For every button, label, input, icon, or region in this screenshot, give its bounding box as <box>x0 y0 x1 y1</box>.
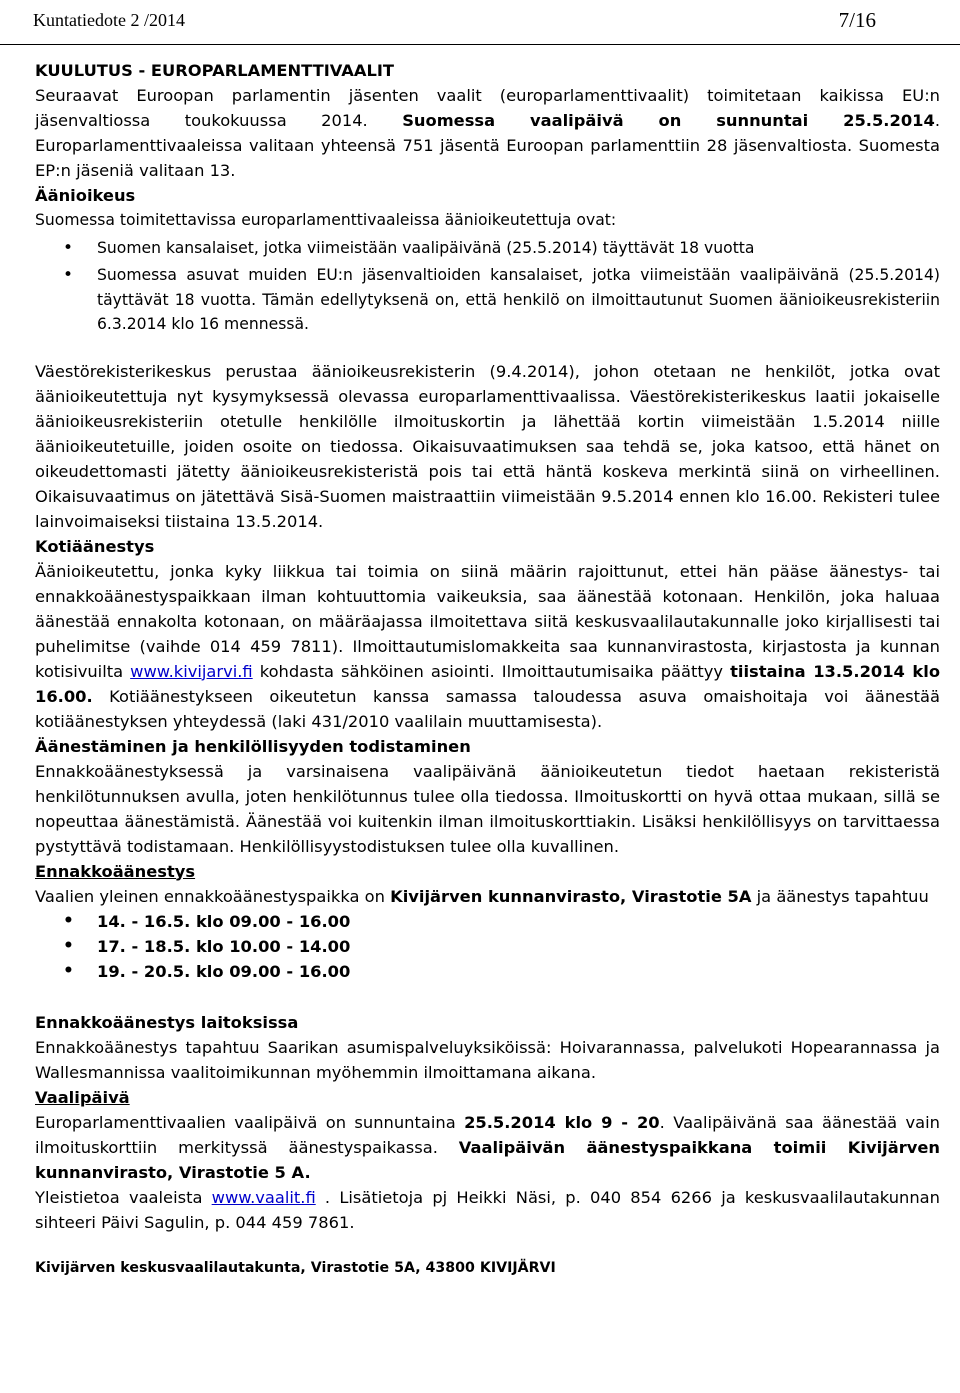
section-heading-todistaminen: Äänestäminen ja henkilöllisyyden todistaminen <box>35 736 471 756</box>
intro-paragraph: Seuraavat Euroopan parlamentin jäsenten vaalit (europarlamenttivaalit) toimitetaan kaikissa EU:n jäsenvaltiossa toukokuussa 2014. Suomessa vaalipäivä on sunnuntai 25.5.2014. Europarlamenttivaaleissa valitaan yhteensä 751 jäsentä Euroopan parlamenttiin 28 jäsenvaltiosta. Suomesta EP:n jäseniä valitaan 13. <box>35 86 940 180</box>
page-header <box>0 0 960 45</box>
main-content <box>35 58 940 1279</box>
home-voting-paragraph: Äänioikeutettu, jonka kyky liikkua tai toimia on siinä määrin rajoittunut, ettei hän pääse äänestys- tai ennakkoäänestyspaikkaan ilman kohtuuttomia vaikeuksia, saa äänestää kotonaan. Henkilön, joka haluaa äänestää ennakolta kotonaan, on määräajassa ilmoitettava siitä keskusvaalilautakunnalle joko kirjallisesti tai puhelimitse (vaihde 014 459 7811). Ilmoittautumislomakkeita saa kunnanvirastosta, kirjastosta ja kunnan kotisivuilta www.kivijarvi.fi kohdasta sähköinen asiointi. Ilmoittautumisaika päättyy tiistaina 13.5.2014 klo 16.00. Kotiäänestykseen oikeutetun kanssa samassa taloudessa asuva omaishoitaja voi äänestää kotiäänestyksen yhteydessä (laki 431/2010 vaalilain muuttamisesta). <box>35 561 941 731</box>
notice-heading: KUULUTUS - EUROPARLAMENTTIVAALIT <box>35 61 395 80</box>
list-item: • 14. - 16.5. klo 09.00 - 16.00 <box>35 909 940 934</box>
kivijarvi-link[interactable]: www.kivijarvi.fi <box>130 661 253 681</box>
list-item: • 19. - 20.5. klo 09.00 - 16.00 <box>35 959 940 984</box>
advance-voting-times <box>35 909 940 984</box>
section-heading-aanioikeus: Äänioikeus <box>35 186 136 205</box>
election-day-place: Vaalipäivän äänestyspaikkana toimii Kivijärven kunnanvirasto, Virastotie 5 A. <box>35 1137 940 1182</box>
eligibility-list <box>35 236 940 337</box>
section-heading-kotiaanestys: Kotiäänestys <box>35 536 155 556</box>
section-heading-vaalipaiva: Vaalipäivä <box>35 1087 130 1107</box>
section-heading-ennakko: Ennakkoäänestys <box>35 861 196 881</box>
list-item: • Suomen kansalaiset, jotka viimeistään vaalipäivänä (25.5.2014) täyttävät 18 vuotta <box>35 236 940 261</box>
election-date: Suomessa vaalipäivä on sunnuntai 25.5.2014 <box>402 111 935 130</box>
newsletter-title: Kuntatiedote 2 /2014 <box>33 10 185 30</box>
identification-paragraph: Ennakkoäänestyksessä ja varsinaisena vaalipäivänä äänioikeutetun tiedot haetaan rekisteristä henkilötunnuksen avulla, joten henkilötunnus tulee olla tiedossa. Ilmoituskortti on hyvä ottaa mukaan, sillä se nopeuttaa äänestämistä. Äänestää voi kuitenkin ilman ilmoituskorttiakin. Lisäksi henkilöllisyys on tarvittaessa pystyttävä todistamaan. Henkilöllisyystodistuksen tulee olla kuvallinen. <box>35 761 940 856</box>
vaalit-link[interactable]: www.vaalit.fi <box>211 1187 316 1207</box>
election-day-hours: 25.5.2014 klo 9 - 20 <box>464 1112 660 1132</box>
advance-voting-paragraph: Vaalien yleinen ennakkoäänestyspaikka on Kivijärven kunnanvirasto, Virastotie 5A ja äänestys tapahtuu <box>35 886 929 906</box>
contact-paragraph: Yleistietoa vaaleista www.vaalit.fi . Lisätietoja pj Heikki Näsi, p. 040 854 6266 ja keskusvaalilautakunnan sihteeri Päivi Sagulin, p. 044 459 7861. <box>35 1187 940 1232</box>
election-day-paragraph: Europarlamenttivaalien vaalipäivä on sunnuntaina 25.5.2014 klo 9 - 20. Vaalipäivänä saa äänestää vain ilmoituskorttiin merkityssä äänestyspaikassa. Vaalipäivän äänestyspaikkana toimii Kivijärven kunnanvirasto, Virastotie 5 A. <box>35 1112 940 1182</box>
home-voting-deadline: tiistaina 13.5.2014 klo 16.00. <box>35 661 941 706</box>
page-number: 7/16 <box>838 8 876 32</box>
footer-signature: Kivijärven keskusvaalilautakunta, Virastotie 5A, 43800 KIVIJÄRVI <box>35 1259 556 1276</box>
aanioikeus-intro: Suomessa toimitettavissa europarlamenttivaaleissa äänioikeutettuja ovat: <box>35 211 617 229</box>
section-heading-laitoksissa: Ennakkoäänestys laitoksissa <box>35 1012 299 1032</box>
list-item: • 17. - 18.5. klo 10.00 - 14.00 <box>35 934 940 959</box>
institution-voting-paragraph: Ennakkoäänestys tapahtuu Saarikan asumispalveluyksiköissä: Hoivarannassa, palvelukoti Hopearannassa ja Wallesmannissa vaalitoimikunnan myöhemmin ilmoittamana aikana. <box>35 1037 940 1082</box>
list-item: • Suomessa asuvat muiden EU:n jäsenvaltioiden kansalaiset, jotka viimeistään vaalipäivänä (25.5.2014) täyttävät 18 vuotta. Tämän edellytyksenä on, että henkilö on ilmoittautunut Suomen äänioikeusrekisteriin 6.3.2014 klo 16 mennessä. <box>35 263 940 337</box>
registry-paragraph: Väestörekisterikeskus perustaa äänioikeusrekisterin (9.4.2014), johon otetaan ne henkilöt, jotka ovat äänioikeutettuja nyt kysymyksessä olevassa europarlamenttivaalissa. Väestörekisterikeskus laatii jokaiselle äänioikeusrekisteriin otetulle henkilölle ilmoituskortin ja lähettää kortin viimeistään 1.5.2014 niille äänioikeutetuille, joiden osoite on tiedossa. Oikaisuvaatimuksen saa tehdä se, joka katsoo, että hänet on oikeudettomasti jätetty äänioikeusrekisteristä pois tai että häntä koskeva merkintä siinä on virheellinen. Oikaisuvaatimus on jätettävä Sisä-Suomen maistraattiin viimeistään 9.5.2014 ennen klo 16.00. Rekisteri tulee lainvoimaiseksi tiistaina 13.5.2014. <box>35 361 940 531</box>
advance-voting-place: Kivijärven kunnanvirasto, Virastotie 5A <box>390 886 752 906</box>
